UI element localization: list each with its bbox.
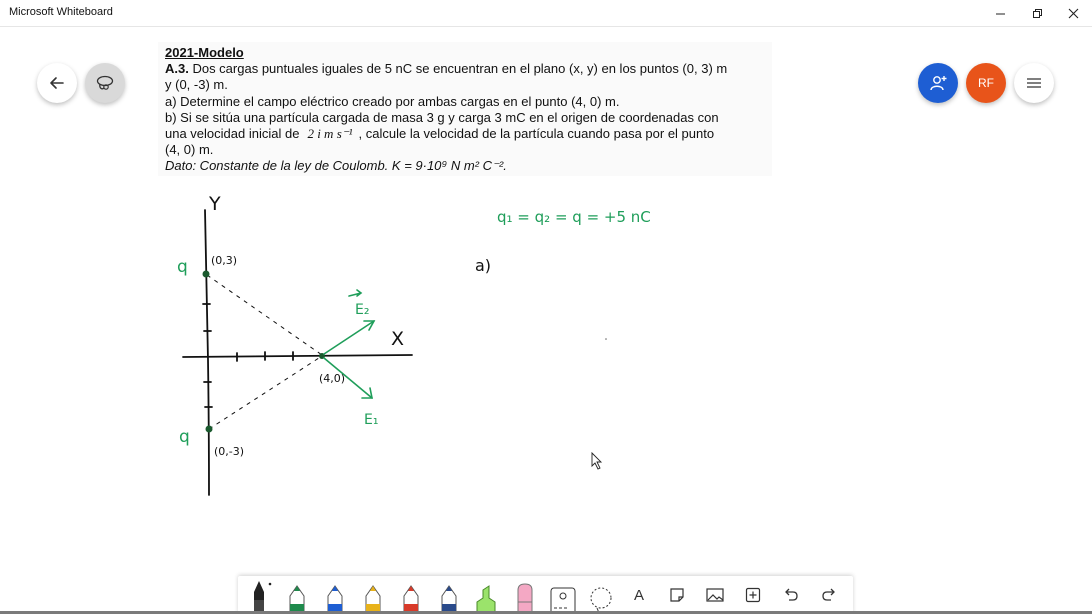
velocity-expression: 2 i m s⁻¹: [307, 126, 353, 142]
problem-part-b-1: b) Si se sitúa una partícula cargada de masa 3 g y carga 3 mC en el origen de coordenadas con: [165, 109, 719, 125]
undo-button[interactable]: [772, 576, 810, 614]
mouse-cursor: [592, 453, 601, 469]
e2-label: E₂: [355, 302, 370, 318]
ruler-icon: [549, 584, 577, 614]
problem-part-b-2-start: una velocidad inicial de: [165, 126, 300, 142]
redo-icon: [821, 587, 837, 603]
point-top-dot: [203, 271, 210, 278]
insert-image-tool[interactable]: [696, 576, 734, 614]
red-pen-icon: [400, 584, 422, 614]
point-field-label: (4,0): [319, 372, 346, 385]
navy-pen-icon: [438, 584, 460, 614]
blue-pen-tool[interactable]: [316, 576, 354, 614]
insert-icon: [745, 587, 761, 603]
red-pen-tool[interactable]: [392, 576, 430, 614]
black-pen-tool[interactable]: [240, 576, 278, 614]
lasso-tool[interactable]: [582, 576, 620, 614]
point-bottom-dot: [206, 426, 213, 433]
problem-number: A.3.: [165, 61, 189, 77]
navy-pen-tool[interactable]: [430, 576, 468, 614]
e1-label: E₁: [364, 412, 379, 428]
note-icon: [669, 587, 685, 603]
green-pen-icon: [286, 584, 308, 614]
e2-vector: [324, 321, 374, 354]
axis-x-label: X: [391, 328, 405, 350]
yellow-pen-icon: [362, 584, 384, 614]
dashed-line-top: [207, 275, 322, 355]
dashed-line-bottom: [209, 356, 322, 429]
stray-dot: [605, 338, 607, 340]
charge-top-label: q: [177, 257, 188, 277]
axis-y-label: Y: [209, 193, 221, 215]
text-icon: A: [633, 586, 644, 604]
part-a-label: a): [475, 256, 492, 275]
redo-button[interactable]: [810, 576, 848, 614]
insert-tool[interactable]: [734, 576, 772, 614]
ink-toolbar: [238, 576, 853, 614]
sticky-note-tool[interactable]: [658, 576, 696, 614]
highlighter-icon: [474, 584, 500, 614]
x-axis: [183, 355, 412, 357]
point-top-label: (0,3): [211, 254, 238, 267]
highlighter-tool[interactable]: [468, 576, 506, 614]
blue-pen-icon: [324, 584, 346, 614]
problem-title: 2021-Modelo: [165, 45, 244, 60]
equation-text: q₁ = q₂ = q = +5 nC: [497, 208, 651, 226]
e2-arrowhead: [364, 321, 374, 330]
lasso-icon: [587, 584, 615, 614]
eraser-icon: [514, 582, 536, 614]
undo-icon: [783, 587, 799, 603]
problem-part-b-3: (4, 0) m.: [165, 142, 214, 158]
problem-part-a: a) Determine el campo eléctrico creado por ambas cargas en el punto (4, 0) m.: [165, 93, 620, 109]
black-pen-icon: [246, 578, 272, 614]
problem-line-2: y (0, -3) m.: [165, 77, 228, 93]
text-tool[interactable]: [620, 576, 658, 614]
point-bottom-label: (0,-3): [214, 445, 245, 458]
y-axis: [205, 210, 209, 495]
e2-label-arrow: [349, 290, 361, 296]
ruler-tool[interactable]: [544, 576, 582, 614]
problem-line-1: Dos cargas puntuales iguales de 5 nC se encuentran en el plano (x, y) en los puntos (0, 3) m: [188, 61, 728, 77]
yellow-pen-tool[interactable]: [354, 576, 392, 614]
eraser-tool[interactable]: [506, 576, 544, 614]
app-title: Microsoft Whiteboard: [9, 6, 113, 18]
problem-part-b-2-end: , calcule la velocidad de la partícula cuando pasa por el punto: [358, 126, 715, 142]
green-pen-tool[interactable]: [278, 576, 316, 614]
avatar-initials: RF: [978, 76, 994, 90]
charge-bottom-label: q: [179, 427, 190, 447]
image-icon: [706, 588, 724, 602]
problem-data-line: Dato: Constante de la ley de Coulomb. K = 9·10⁹ N m² C⁻².: [165, 158, 507, 174]
